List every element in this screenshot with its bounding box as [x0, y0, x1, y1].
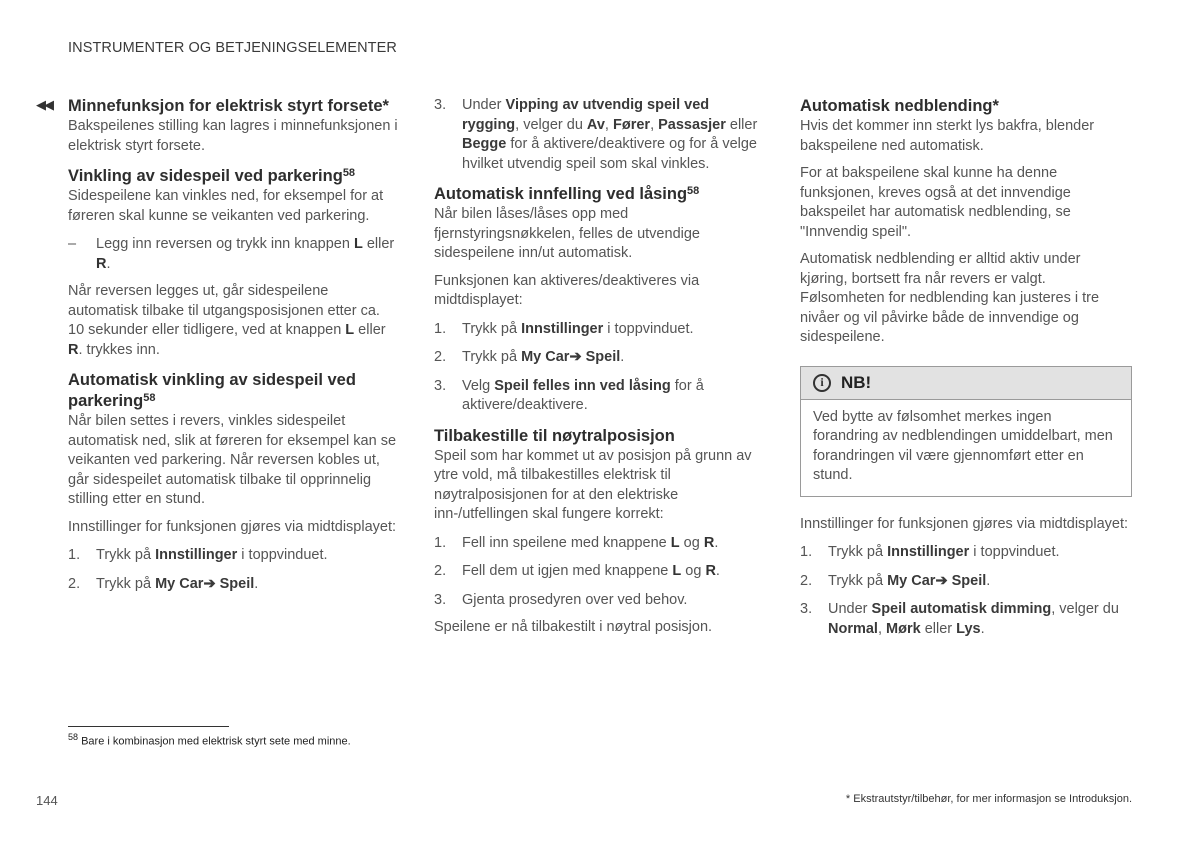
numbered-list — [434, 320, 764, 416]
footnote-ref: 58 — [342, 167, 356, 179]
paragraph: Speilene er nå tilbakestilt i nøytral posisjon. — [434, 619, 713, 635]
list-item: 2. Trykk på My Car➔ Speil. — [434, 349, 625, 365]
paragraph: Når bilen låses/låses opp med fjernstyringsnøkkelen, felles de utvendige sidespeilene inn/ut automatisk. — [434, 206, 700, 261]
heading-auto-fold-lock: Automatisk innfelling ved låsing$^{58}$ — [434, 185, 700, 203]
paragraph: For at bakspeilene skal kunne ha denne funksjonen, kreves også at det innvendige bakspeilet har automatisk nedblending, se "Innvendig speil". — [800, 165, 1071, 240]
numbered-list — [68, 546, 400, 594]
info-icon: i — [813, 374, 831, 392]
paragraph: Når bilen settes i revers, vinkles sidespeilet automatisk ned, slik at føreren for eksempel kan se veikanten ved parkering. Når reversen kobles ut, går sidespeilet automatisk tilbake til opprinnelig stilling etter en stund. — [68, 413, 397, 507]
note-header — [801, 367, 1131, 400]
paragraph: Innstillinger for funksjonen gjøres via midtdisplayet: — [68, 518, 397, 535]
list-item: 1. Trykk på Innstillinger i toppvinduet. — [68, 547, 328, 563]
paragraph: Automatisk nedblending er alltid aktiv under kjøring, bortsett fra når revers er valgt. Følsomheten for nedblending kan justeres i tre nivåer og vil påvirke både de innvendige og sidespeilene. — [800, 251, 1100, 345]
paragraph: Innstillinger for funksjonen gjøres via midtdisplayet: — [800, 515, 1129, 532]
list-item: 3. Gjenta prosedyren over ved behov. — [434, 591, 688, 608]
note-title: NB! — [841, 372, 872, 392]
footnote: $^{58}$ Bare i kombinasjon med elektrisk styrt sete med minne. — [68, 732, 351, 748]
list-item: 1. Trykk på Innstillinger i toppvinduet. — [434, 320, 694, 337]
heading-auto-dimming: Automatisk nedblending* — [800, 97, 999, 115]
numbered-list — [434, 534, 764, 611]
paragraph: Speil som har kommet ut av posisjon på grunn av ytre vold, må tilbakestilles elektrisk til nøytralposisjonen for at den elektriske inn-/utfellingen skal fungere korrekt: — [434, 447, 752, 522]
heading-reset-neutral: Tilbakestille til nøytralposisjon — [434, 426, 675, 445]
list-item: 2. Trykk på My Car➔ Speil. — [68, 575, 259, 592]
list-item: 1. Fell inn speilene med knappene L og R. — [434, 534, 719, 551]
paragraph: Funksjonen kan aktiveres/deaktiveres via midtdisplayet: — [434, 272, 700, 308]
list-item: 2. Fell dem ut igjen med knappene L og R. — [434, 563, 720, 579]
page-number: 144 — [36, 793, 58, 808]
list-item: 3. Under Vipping av utvendig speil ved rygging, velger du Av, Fører, Passasjer eller Begge for å aktivere/deaktivere og for å velge hvilket utvendig speil som skal vinkles. — [434, 97, 758, 172]
menu-path: My Car➔ Speil — [155, 575, 255, 592]
list-item: 2. Trykk på My Car➔ Speil. — [800, 572, 991, 589]
continued-marker-icon: ◀◀ — [36, 97, 52, 112]
column-left — [68, 96, 400, 594]
footnote-ref: 58 — [143, 392, 156, 404]
footnote-ref: 58 — [687, 185, 700, 197]
paragraph: Sidespeilene kan vinkles ned, for eksempel for at føreren skal kunne se veikanten ved parkering. — [68, 188, 384, 224]
note-body: Ved bytte av følsomhet merkes ingen forandring av nedblendingen umiddelbart, men forandringen vil være gjennomført etter en stund. — [813, 408, 1113, 483]
menu-path: Innstillinger — [155, 547, 238, 563]
note-box — [800, 366, 1132, 497]
list-item: 3. Velg Speil felles inn ved låsing for å aktivere/deaktivere. — [434, 377, 704, 413]
numbered-list — [800, 543, 1132, 639]
bullet-list — [68, 235, 400, 274]
numbered-list — [434, 96, 764, 174]
footnote-divider — [68, 726, 229, 727]
heading-auto-tilt: Automatisk vinkling av sidespeil ved parkering$^{58}$ — [68, 371, 356, 410]
running-header: INSTRUMENTER OG BETJENINGSELEMENTER — [68, 40, 397, 56]
column-right — [800, 96, 1132, 639]
paragraph: Bakspeilenes stilling kan lagres i minnefunksjonen i elektrisk styrt forsete. — [68, 118, 398, 154]
paragraph: Hvis det kommer inn sterkt lys bakfra, blender bakspeilene ned automatisk. — [800, 118, 1095, 154]
list-item: 1. Trykk på Innstillinger i toppvinduet. — [800, 544, 1060, 560]
column-middle — [434, 96, 764, 638]
dash-bullet: – — [68, 236, 77, 252]
list-item: 3. Under Speil automatisk dimming, velger du Normal, Mørk eller Lys. — [800, 601, 1119, 637]
heading-memory-function: Minnefunksjon for elektrisk styrt forsete* — [68, 97, 389, 115]
list-item: – Legg inn reversen og trykk inn knappen L eller R. — [68, 235, 400, 274]
heading-tilt-parking: Vinkling av sidespeil ved parkering$^{58}$ — [68, 167, 356, 185]
paragraph: Når reversen legges ut, går sidespeilene automatisk tilbake til utgangsposisjonen etter ca. 10 sekunder eller tidligere, ved at knappen L eller R. trykkes inn. — [68, 283, 386, 358]
accessory-note: * Ekstrautstyr/tilbehør, for mer informasjon se Introduksjon. — [845, 793, 1132, 805]
